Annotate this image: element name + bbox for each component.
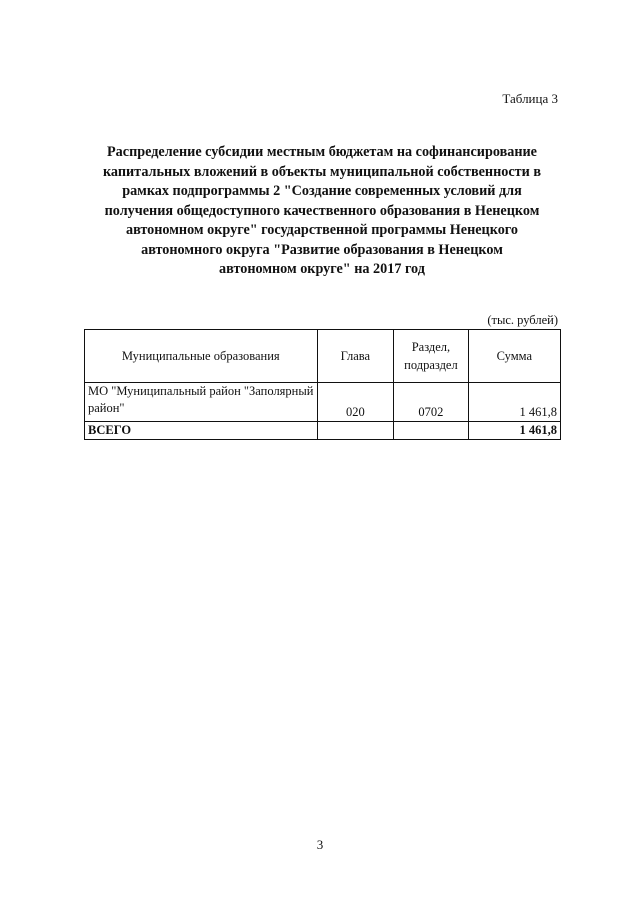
header-summa: Сумма xyxy=(468,330,560,383)
total-row xyxy=(85,422,561,440)
units-note: (тыс. рублей) xyxy=(487,313,558,327)
total-empty-glava xyxy=(317,422,394,440)
title-line: автономном округе" государственной программы Ненецкого xyxy=(125,222,518,238)
title-line: автономного округа "Развитие образования в Ненецком xyxy=(141,241,503,258)
cell-razdel: 0702 xyxy=(394,383,469,422)
cell-municipality: МО "Муниципальный район "Заполярный район" xyxy=(85,383,318,422)
cell-glava: 020 xyxy=(317,383,394,422)
table-row xyxy=(85,383,561,422)
header-razdel-line1: Раздел, xyxy=(411,340,451,354)
title-line: Распределение субсидии местным бюджетам на софинансирование xyxy=(107,144,537,160)
header-razdel xyxy=(394,330,469,383)
table-header-row xyxy=(85,330,561,383)
title-line: получения общедоступного качественного образования в Ненецком xyxy=(104,202,540,219)
document-title xyxy=(80,143,564,280)
total-label: ВСЕГО xyxy=(85,422,318,440)
page-number: 3 xyxy=(316,837,324,852)
title-line: автономном округе" на 2017 год xyxy=(219,261,425,277)
header-glava: Глава xyxy=(317,330,394,383)
title-line: капитальных вложений в объекты муниципальной собственности в xyxy=(102,163,542,180)
title-line: рамках подпрограммы 2 "Создание современных условий для xyxy=(122,183,522,199)
cell-summa: 1 461,8 xyxy=(468,383,560,422)
total-summa: 1 461,8 xyxy=(468,422,560,440)
header-municipalities: Муниципальные образования xyxy=(85,330,318,383)
table-number-label: Таблица 3 xyxy=(502,91,558,106)
header-razdel-line2: подраздел xyxy=(404,358,458,372)
total-empty-razdel xyxy=(394,422,469,440)
subsidy-table xyxy=(84,329,561,440)
